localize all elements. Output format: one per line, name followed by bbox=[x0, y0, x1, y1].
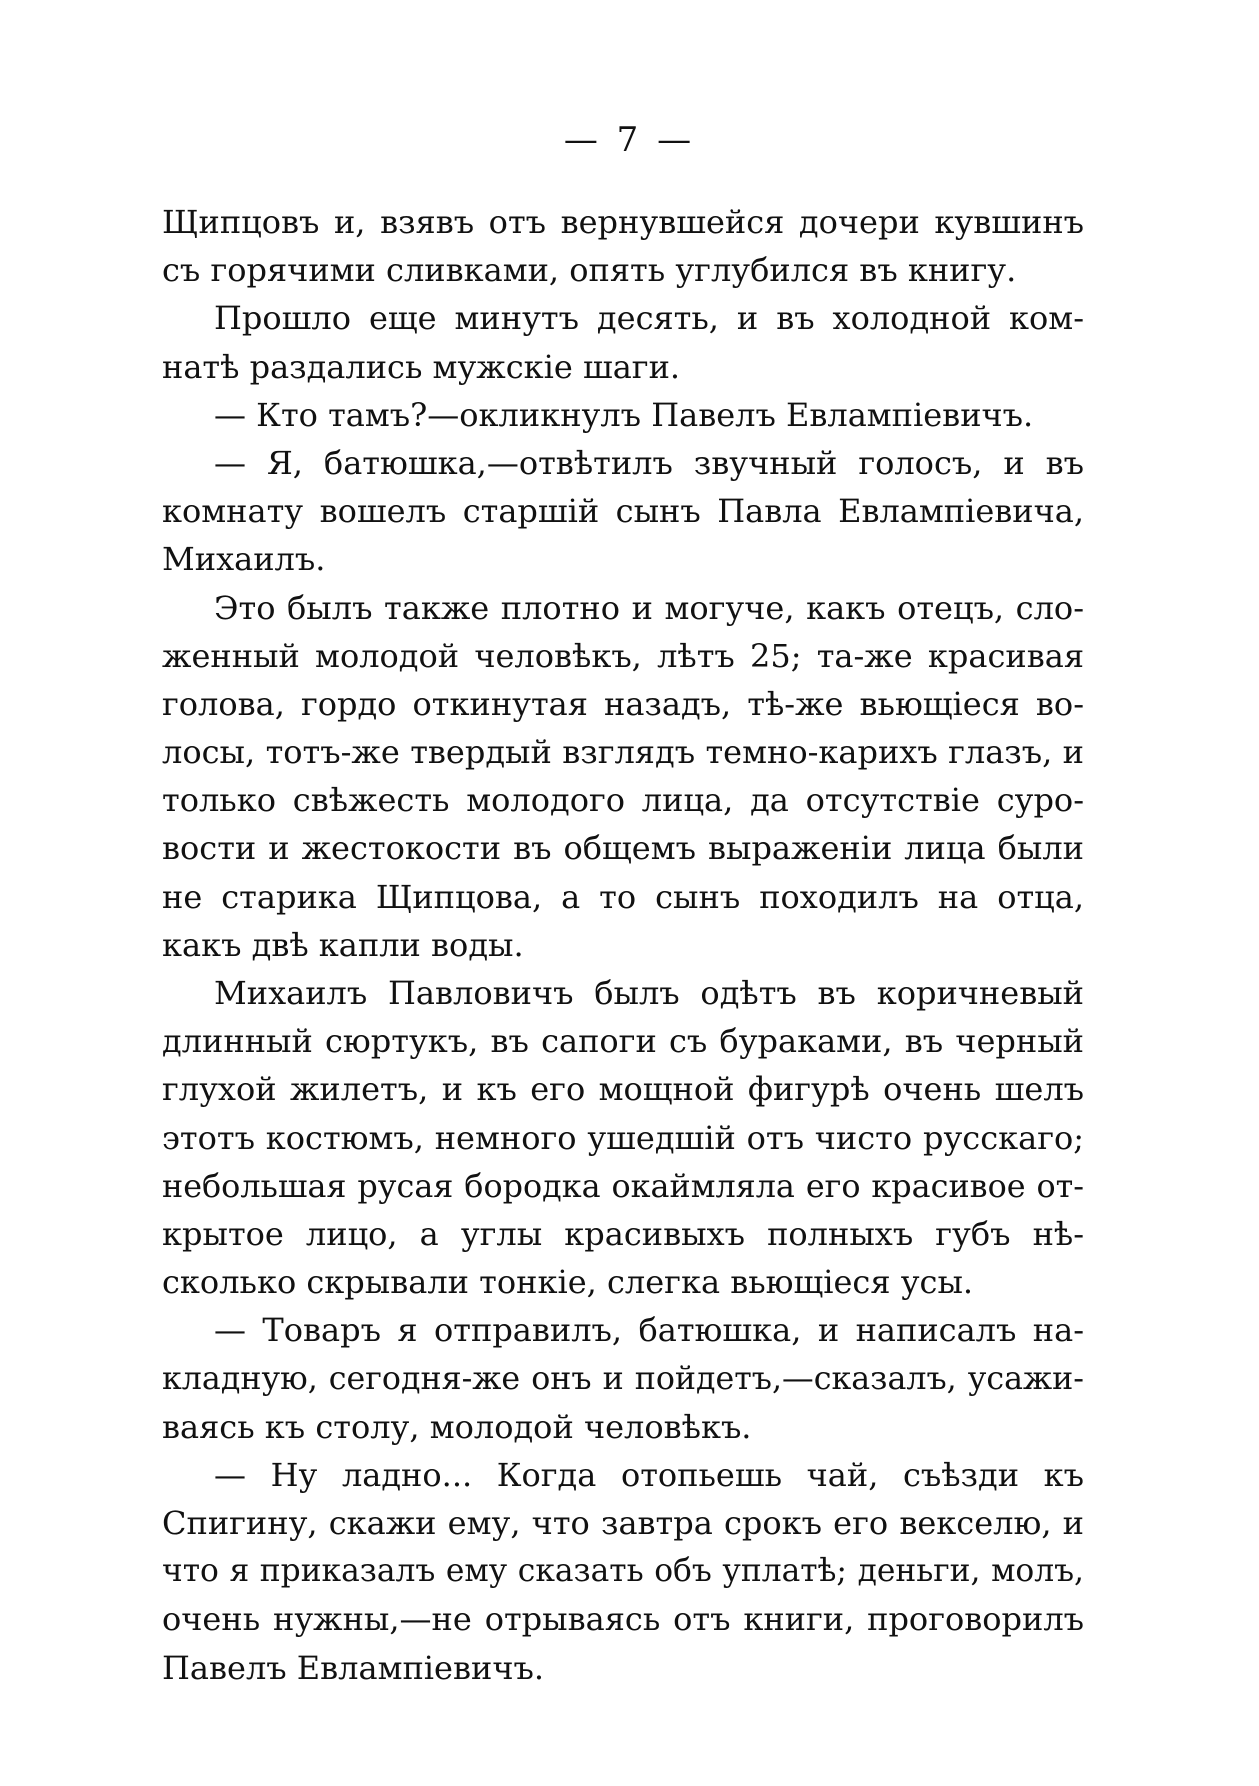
text-line: Это былъ также плотно и могуче, какъ отецъ, сло- bbox=[214, 588, 1084, 627]
text-line: какъ двѣ капли воды. bbox=[162, 925, 524, 964]
text-line: — Кто тамъ?—окликнулъ Павелъ Евлампіевичъ. bbox=[214, 395, 1034, 434]
text-line: Щипцовъ и, взявъ отъ вернувшейся дочери кувшинъ bbox=[162, 203, 1084, 241]
text-line: Павелъ Евлампіевичъ. bbox=[162, 1648, 544, 1687]
text-line: что я приказалъ ему сказать объ уплатѣ; деньги, молъ, bbox=[162, 1553, 1084, 1590]
text-line: голова, гордо откинутая назадъ, тѣ-же вьющіеся во- bbox=[162, 684, 1084, 723]
text-line: сколько скрывали тонкіе, слегка вьющіеся усы. bbox=[162, 1263, 974, 1302]
text-line: Михаилъ Павловичъ былъ одѣтъ въ коричневый bbox=[214, 974, 1084, 1012]
text-line: только свѣжесть молодого лица, да отсутствіе суро- bbox=[162, 781, 1084, 820]
text-line: Михаилъ. bbox=[162, 540, 326, 579]
text-line: Прошло еще минутъ десять, и въ холодной ком- bbox=[214, 299, 1084, 338]
text-line: ваясь къ столу, молодой человѣкъ. bbox=[162, 1407, 752, 1446]
text-line: крытое лицо, а углы красивыхъ полныхъ губъ нѣ- bbox=[162, 1214, 1084, 1253]
text-line: этотъ костюмъ, немного ушедшій отъ чисто русскаго; bbox=[162, 1118, 1084, 1157]
text-line: очень нужны,—не отрываясь отъ книги, проговорилъ bbox=[162, 1600, 1084, 1639]
text-line: Спигину, скажи ему, что завтра срокъ его векселю, и bbox=[162, 1504, 1084, 1543]
page-number: — 7 — bbox=[563, 120, 696, 160]
text-line: съ горячими сливками, опять углубился въ книгу. bbox=[162, 251, 1017, 290]
text-line: женный молодой человѣкъ, лѣтъ 25; та-же красивая bbox=[162, 636, 1084, 675]
text-line: комнату вошелъ старшій сынъ Павла Евлампіевича, bbox=[162, 492, 1084, 531]
text-line: натѣ раздались мужскіе шаги. bbox=[162, 347, 681, 386]
text-line: глухой жилетъ, и къ его мощной фигурѣ очень шелъ bbox=[162, 1070, 1084, 1109]
text-line: не старика Щипцова, а то сынъ походилъ на отца, bbox=[162, 877, 1084, 916]
text-line: длинный сюртукъ, въ сапоги съ бураками, въ черный bbox=[162, 1022, 1084, 1061]
text-line: — Товаръ я отправилъ, батюшка, и написалъ на- bbox=[214, 1311, 1084, 1350]
text-line: небольшая русая бородка окаймляла его красивое от- bbox=[162, 1166, 1084, 1205]
text-line: — Ну ладно... Когда отопьешь чай, съѣзди къ bbox=[214, 1455, 1084, 1494]
text-line: — Я, батюшка,—отвѣтилъ звучный голосъ, и въ bbox=[214, 443, 1084, 482]
body-text bbox=[162, 198, 1084, 1692]
text-line: кладную, сегодня-же онъ и пойдетъ,—сказалъ, усажи- bbox=[162, 1360, 1084, 1397]
text-line: лосы, тотъ-же твердый взглядъ темно-карихъ глазъ, и bbox=[162, 733, 1084, 772]
text-line: вости и жестокости въ общемъ выраженіи лица были bbox=[162, 829, 1084, 868]
